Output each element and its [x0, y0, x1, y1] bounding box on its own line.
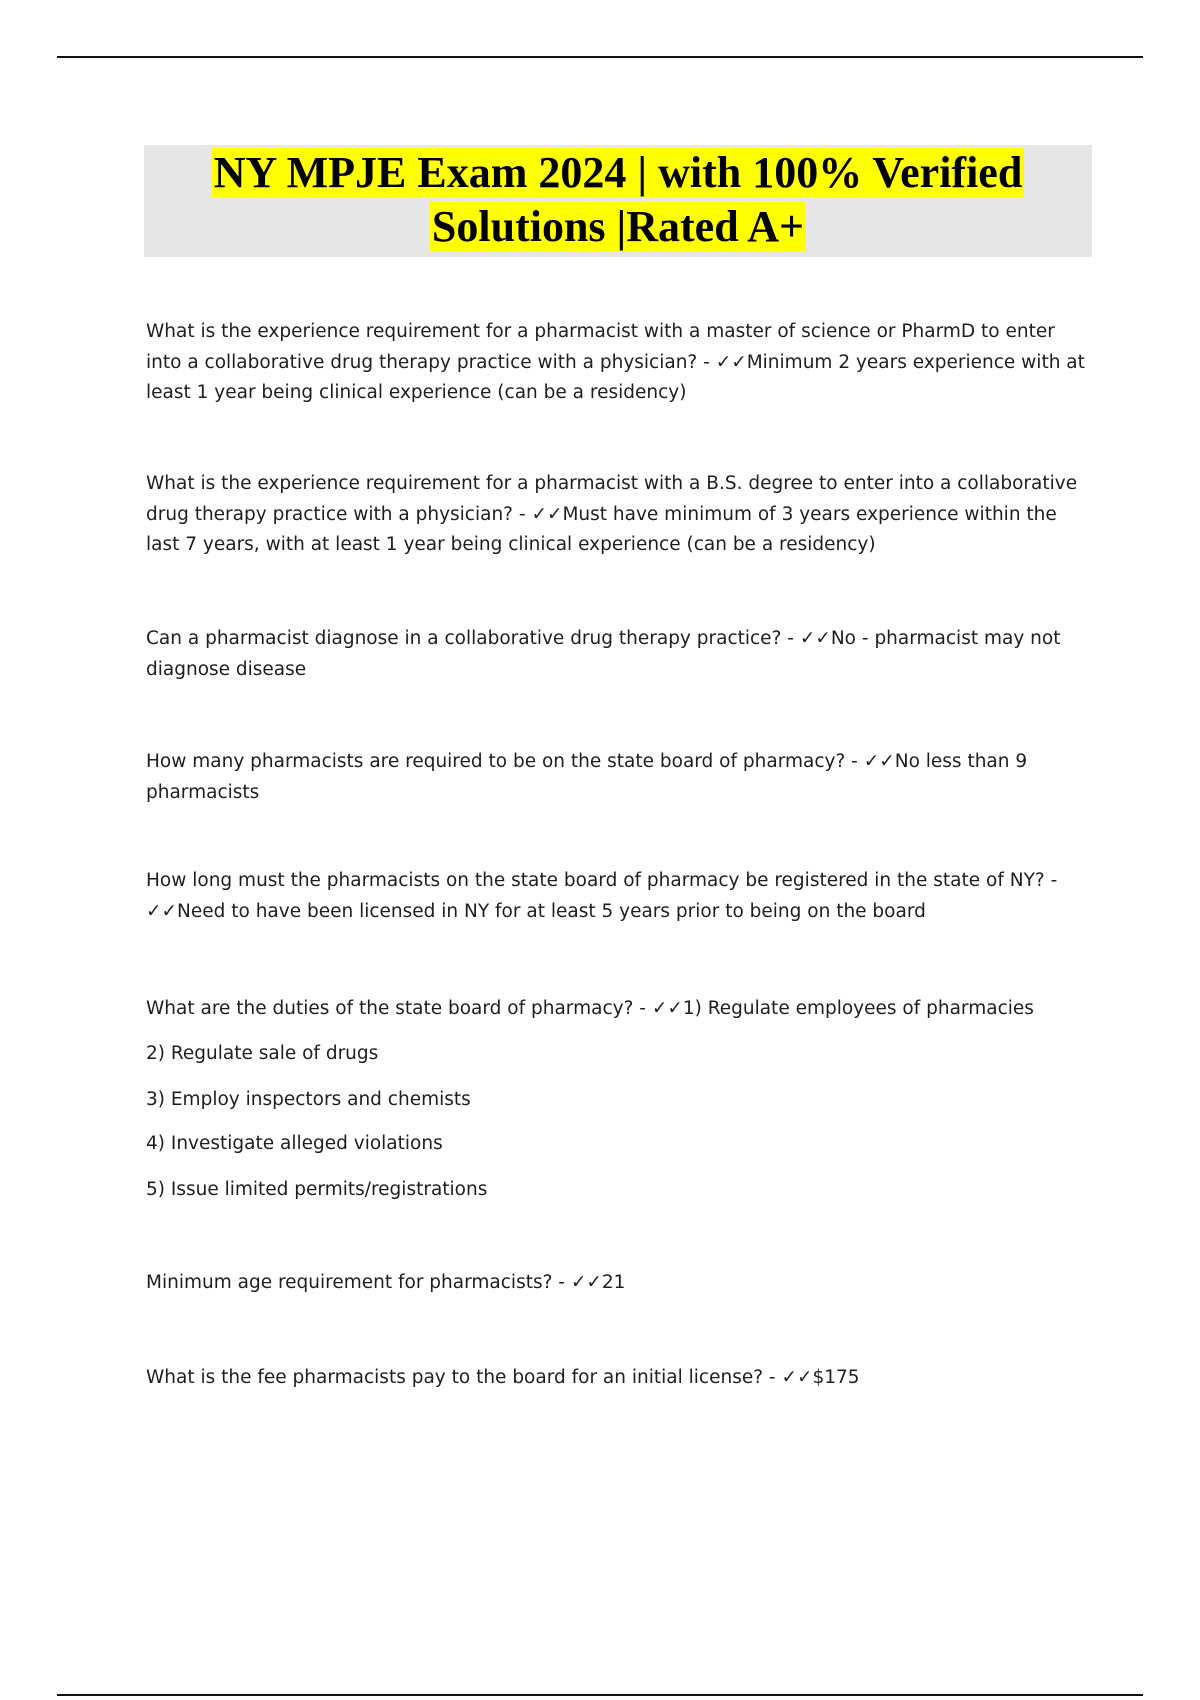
question-text: What are the duties of the state board of pharmacy? - — [146, 998, 652, 1019]
duty-list-item: 4) Investigate alleged violations — [146, 1133, 443, 1154]
check-mark-icon: ✓✓ — [799, 628, 831, 649]
answer-text: 21 — [601, 1272, 626, 1293]
title-banner — [144, 145, 1092, 257]
answer-text: No - pharmacist may not diagnose disease — [146, 628, 1061, 680]
duty-list-item: 3) Employ inspectors and chemists — [146, 1089, 471, 1110]
qa-item — [146, 1268, 1096, 1299]
question-text: Can a pharmacist diagnose in a collaborative drug therapy practice? - — [146, 628, 800, 649]
check-mark-icon: ✓✓ — [715, 351, 747, 373]
check-mark-icon: ✓✓ — [651, 998, 683, 1019]
bottom-rule — [57, 1694, 1143, 1696]
check-mark-icon: ✓✓ — [781, 1367, 813, 1388]
duty-list-item: 2) Regulate sale of drugs — [146, 1043, 379, 1064]
question-text: What is the experience requirement for a pharmacist with a master of science or PharmD to enter into a collaborative drug therapy practice with a physician? - — [146, 321, 1055, 373]
answer-text: No less than 9 pharmacists — [146, 751, 1028, 803]
qa-item — [146, 624, 1096, 685]
check-mark-icon: ✓✓ — [863, 751, 895, 772]
answer-text: Must have minimum of 3 years experience within the last 7 years, with at least 1 year being clinical experience (can be a residency) — [146, 503, 1057, 555]
answer-text: 1) Regulate employees of pharmacies — [682, 998, 1034, 1019]
check-mark-icon: ✓✓ — [146, 900, 178, 922]
qa-item — [146, 994, 1096, 1025]
question-text: Minimum age requirement for pharmacists? - — [146, 1272, 571, 1293]
duty-list-item: 5) Issue limited permits/registrations — [146, 1179, 488, 1200]
answer-text: $175 — [812, 1367, 860, 1388]
answer-text: Minimum 2 years experience with at least 1 year being clinical experience (can be a residency) — [146, 351, 1085, 403]
question-text: How many pharmacists are required to be on the state board of pharmacy? - — [146, 751, 864, 772]
page-title-line-1: NY MPJE Exam 2024 | with 100% Verified — [213, 148, 1023, 197]
answer-text: Need to have been licensed in NY for at least 5 years prior to being on the board — [177, 900, 926, 922]
page-title-line-2: Solutions |Rated A+ — [431, 202, 805, 251]
question-text: What is the experience requirement for a pharmacist with a B.S. degree to enter into a collaborative drug therapy practice with a physician? - — [146, 473, 1078, 525]
qa-item — [146, 1363, 1096, 1394]
qa-item — [146, 747, 1096, 808]
question-text: How long must the pharmacists on the state board of pharmacy be registered in the state of NY? - — [146, 870, 1058, 891]
check-mark-icon: ✓✓ — [531, 503, 563, 525]
top-rule — [57, 56, 1143, 58]
qa-item — [146, 866, 1096, 927]
check-mark-icon: ✓✓ — [570, 1272, 602, 1293]
qa-item — [146, 469, 1096, 561]
qa-item — [146, 317, 1096, 409]
question-text: What is the fee pharmacists pay to the board for an initial license? - — [146, 1367, 782, 1388]
